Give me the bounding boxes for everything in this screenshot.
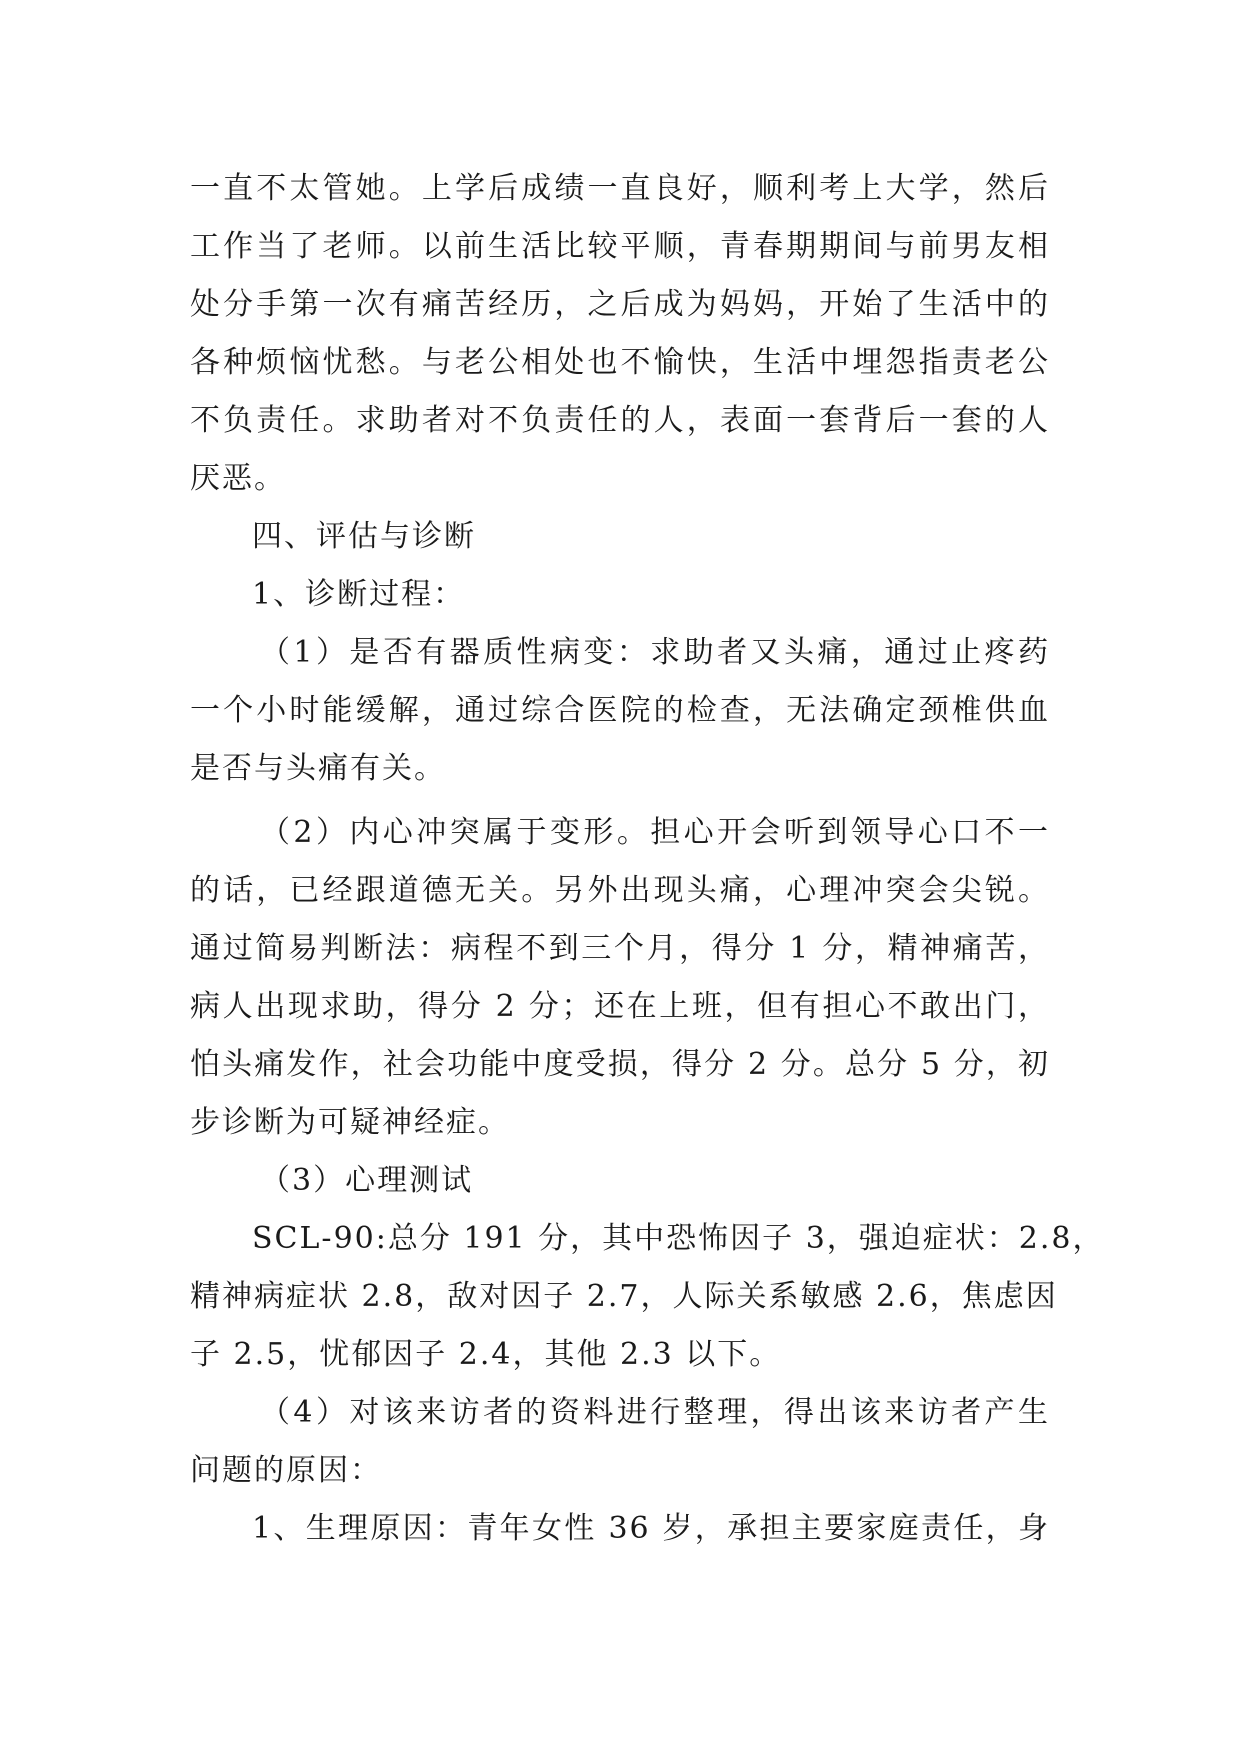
paragraph-line: 是否与头痛有关。 [190, 751, 446, 786]
paragraph-line: 病人出现求助，得分 2 分；还在上班，但有担心不敢出门， [190, 989, 1050, 1024]
subsection-heading: 1、诊断过程： [252, 577, 466, 612]
paragraph-line: 厌恶。 [190, 461, 286, 496]
paragraph-line: （1）是否有器质性病变：求助者又头痛，通过止疼药 [260, 635, 1050, 670]
paragraph-line: 工作当了老师。以前生活比较平顺，青春期期间与前男友相 [190, 229, 1050, 264]
paragraph-line: 1、生理原因：青年女性 36 岁，承担主要家庭责任，身 [252, 1511, 1050, 1546]
paragraph-line: 子 2.5，忧郁因子 2.4，其他 2.3 以下。 [190, 1337, 782, 1372]
paragraph-line: 问题的原因： [190, 1453, 382, 1488]
paragraph-line: SCL-90:总分 191 分，其中恐怖因子 3，强迫症状：2.8， [252, 1221, 1105, 1256]
paragraph-line: 一个小时能缓解，通过综合医院的检查，无法确定颈椎供血 [190, 693, 1050, 728]
paragraph-line: 步诊断为可疑神经症。 [190, 1105, 510, 1140]
paragraph-line: （2）内心冲突属于变形。担心开会听到领导心口不一 [260, 815, 1050, 850]
section-heading: 四、评估与诊断 [252, 519, 476, 554]
paragraph-line: 处分手第一次有痛苦经历，之后成为妈妈，开始了生活中的 [190, 287, 1050, 322]
paragraph-line: （4）对该来访者的资料进行整理，得出该来访者产生 [260, 1395, 1050, 1430]
paragraph-line: 不负责任。求助者对不负责任的人，表面一套背后一套的人 [190, 403, 1050, 438]
subsection-heading: （3）心理测试 [260, 1163, 474, 1198]
paragraph-line: 怕头痛发作，社会功能中度受损，得分 2 分。总分 5 分，初 [190, 1047, 1050, 1082]
document-body [190, 160, 1105, 1558]
paragraph-line: 各种烦恼忧愁。与老公相处也不愉快，生活中埋怨指责老公 [190, 345, 1050, 380]
paragraph-line: 通过简易判断法：病程不到三个月，得分 1 分，精神痛苦， [190, 931, 1050, 966]
paragraph-line: 一直不太管她。上学后成绩一直良好，顺利考上大学，然后 [190, 171, 1050, 206]
paragraph-line: 的话，已经跟道德无关。另外出现头痛，心理冲突会尖锐。 [190, 873, 1050, 908]
paragraph-line: 精神病症状 2.8，敌对因子 2.7，人际关系敏感 2.6，焦虑因 [190, 1279, 1058, 1314]
